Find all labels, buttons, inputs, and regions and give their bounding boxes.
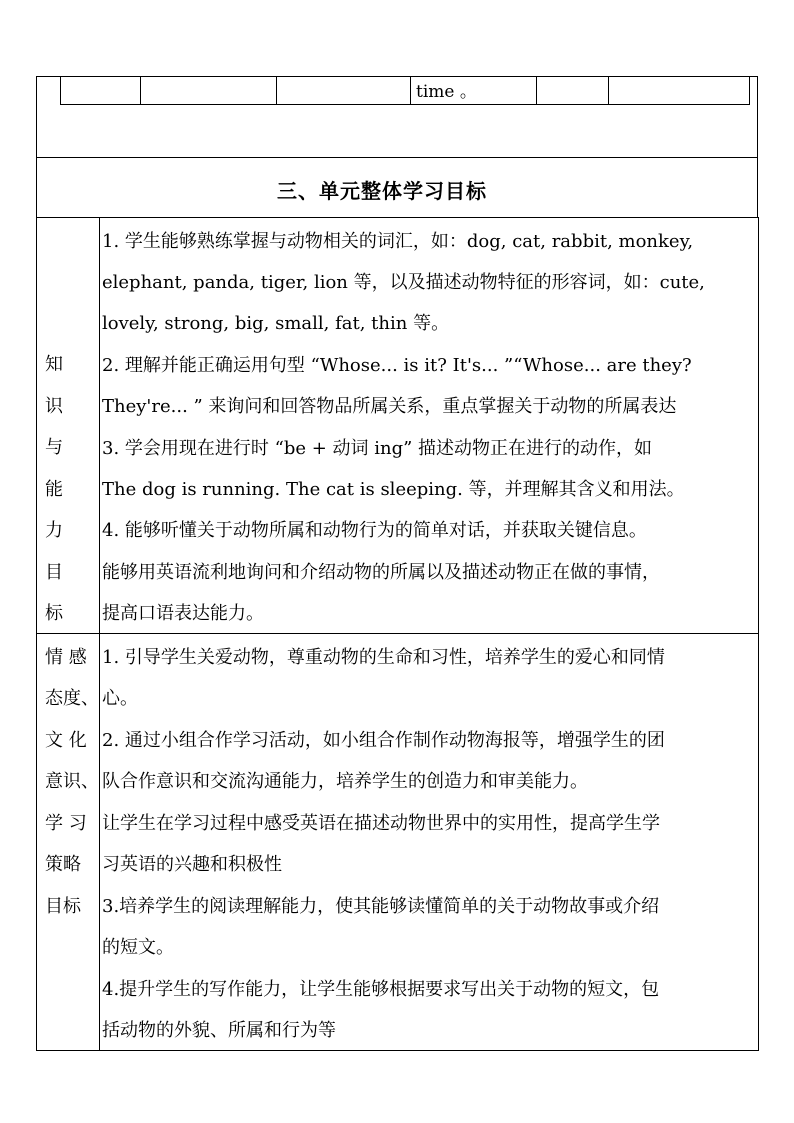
label-char: 识 bbox=[45, 396, 63, 417]
label-line: 意识、 bbox=[45, 771, 99, 792]
title-row-bottom bbox=[36, 217, 757, 218]
inner-col-divider bbox=[140, 76, 141, 104]
goals-bottom-border bbox=[36, 1050, 759, 1051]
paragraph-line: 括动物的外貌、所属和行为等 bbox=[102, 1020, 336, 1041]
label-line: 策略 bbox=[45, 854, 81, 875]
paragraph-line: 2. 理解并能正确运用句型 “Whose... is it? It's... ”“Whose... are they? bbox=[102, 355, 692, 376]
label-char: 标 bbox=[45, 603, 63, 624]
outer-left-border bbox=[36, 76, 37, 218]
label-line: 情 感 bbox=[45, 647, 87, 668]
goals-right-border bbox=[758, 217, 759, 1051]
outer-right-border bbox=[757, 76, 758, 218]
paragraph-line: elephant, panda, tiger, lion 等，以及描述动物特征的形容词，如：cute, bbox=[102, 272, 705, 293]
paragraph-line: 让学生在学习过程中感受英语在描述动物世界中的实用性，提高学生学 bbox=[102, 813, 660, 834]
label-char: 力 bbox=[45, 520, 63, 541]
paragraph-line: 心。 bbox=[102, 688, 138, 709]
schedule-cell-time: time 。 bbox=[416, 82, 477, 102]
inner-col-divider bbox=[276, 76, 277, 104]
label-char: 能 bbox=[45, 479, 63, 500]
goals-label-divider bbox=[99, 217, 100, 1051]
paragraph-line: 2. 通过小组合作学习活动，如小组合作制作动物海报等，增强学生的团 bbox=[102, 730, 665, 751]
paragraph-line: 能够用英语流利地询问和介绍动物的所属以及描述动物正在做的事情， bbox=[102, 562, 660, 583]
label-line: 态度、 bbox=[45, 688, 99, 709]
paragraph-line: They're... ” 来询问和回答物品所属关系，重点掌握关于动物的所属表达 bbox=[102, 396, 677, 417]
outer-top-border bbox=[36, 76, 757, 77]
paragraph-line: 提高口语表达能力。 bbox=[102, 603, 264, 624]
inner-col-divider bbox=[608, 76, 609, 104]
inner-col-divider bbox=[60, 76, 61, 104]
paragraph-line: 习英语的兴趣和积极性 bbox=[102, 854, 282, 875]
label-line: 文 化 bbox=[45, 730, 87, 751]
paragraph-line: 队合作意识和交流沟通能力，培养学生的创造力和审美能力。 bbox=[102, 771, 588, 792]
paragraph-line: 3.培养学生的阅读理解能力，使其能够读懂简单的关于动物故事或介绍 bbox=[102, 896, 660, 917]
label-char: 知 bbox=[45, 354, 63, 375]
paragraph-line: 4.提升学生的写作能力，让学生能够根据要求写出关于动物的短文，包 bbox=[102, 979, 660, 1000]
paragraph-line: 4. 能够听懂关于动物所属和动物行为的简单对话，并获取关键信息。 bbox=[102, 520, 647, 541]
label-char: 与 bbox=[45, 437, 63, 458]
title-row-top bbox=[36, 157, 757, 158]
paragraph-line: 1. 学生能够熟练掌握与动物相关的词汇，如：dog, cat, rabbit, monkey, bbox=[102, 231, 694, 252]
label-line: 目标 bbox=[45, 896, 81, 917]
paragraph-line: 3. 学会用现在进行时 “be + 动词 ing” 描述动物正在进行的动作，如 bbox=[102, 438, 653, 459]
goals-left-border bbox=[36, 217, 37, 1051]
goals-row-divider bbox=[36, 633, 759, 634]
paragraph-line: 1. 引导学生关爱动物，尊重动物的生命和习性，培养学生的爱心和同情 bbox=[102, 647, 665, 668]
section-title: 三、单元整体学习目标 bbox=[277, 179, 487, 203]
inner-col-divider bbox=[536, 76, 537, 104]
inner-row-bottom bbox=[60, 104, 750, 105]
inner-col-divider bbox=[410, 76, 411, 104]
inner-col-divider bbox=[749, 76, 750, 104]
paragraph-line: The dog is running. The cat is sleeping. 等，并理解其含义和用法。 bbox=[102, 479, 685, 500]
paragraph-line: lovely, strong, big, small, fat, thin 等。 bbox=[102, 313, 450, 334]
label-line: 学 习 bbox=[45, 813, 87, 834]
label-char: 目 bbox=[45, 562, 63, 583]
paragraph-line: 的短文。 bbox=[102, 937, 174, 958]
